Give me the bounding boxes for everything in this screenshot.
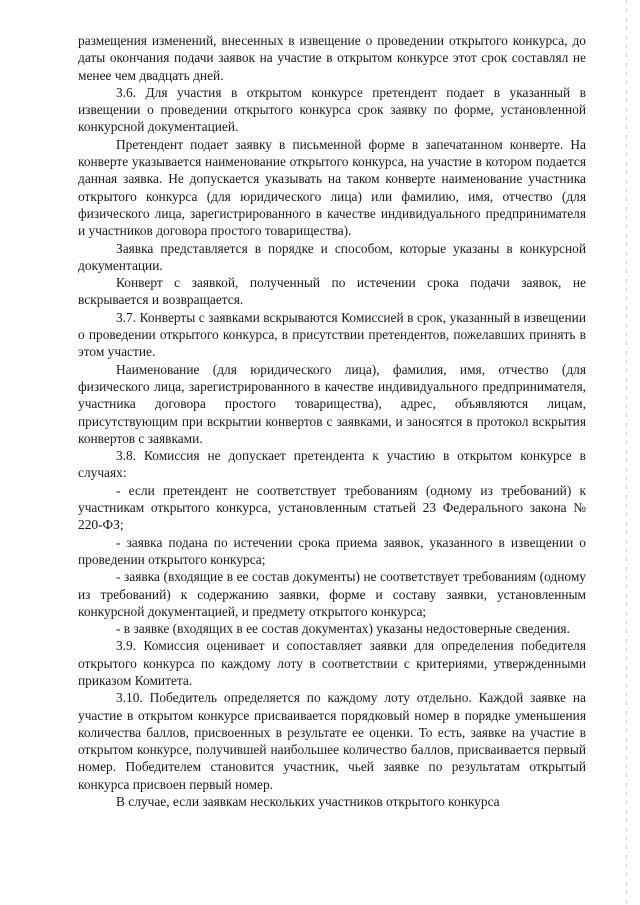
paragraph: Претендент подает заявку в письменной форме в запечатанном конверте. На конверте указывается наименование открытого конкурса, на участие в котором подается данная заявка. Не допускается указывать на таком конверте наименование участника открытого конкурса (для юридического лица) или фамилию, имя, отчество (для физического лица, зарегистрированного в качестве индивидуального предпринимателя и участников договора простого товарищества).: [78, 136, 586, 239]
paragraph-3-8: 3.8. Комиссия не допускает претендента к участию в открытом конкурсе в случаях:: [78, 448, 586, 481]
paragraph-3-7: 3.7. Конверты с заявками вскрываются Комиссией в срок, указанный в извещении о проведении открытого конкурса, в присутствии претендентов, пожелавших принять в этом участие.: [78, 309, 586, 360]
list-item: - заявка подана по истечении срока приема заявок, указанного в извещении о проведении открытого конкурса;: [78, 534, 586, 567]
scan-edge-mark: [626, 0, 627, 905]
paragraph: Наименование (для юридического лица), фамилия, имя, отчество (для физического лица, зарегистрированного в качестве индивидуального предпринимателя, участника договора простого товарищества), адрес, объявляются лицам, присутствующим при вскрытии конвертов с заявками, и заносятся в протокол вскрытия конвертов с заявками.: [78, 361, 586, 446]
list-item: - если претендент не соответствует требованиям (одному из требований) к участникам открытого конкурса, установленным статьей 23 Федерального закона № 220-ФЗ;: [78, 482, 586, 533]
paragraph: Конверт с заявкой, полученный по истечении срока подачи заявок, не вскрывается и возвращается.: [78, 275, 586, 308]
paragraph: размещения изменений, внесенных в извещение о проведении открытого конкурса, до даты окончания подачи заявок на участие в открытом конкурсе этот срок составлял не менее чем двадцать дней.: [78, 33, 586, 83]
list-item: - в заявке (входящих в ее состав документах) указаны недостоверные сведения.: [116, 621, 570, 637]
document-body: [78, 32, 586, 810]
list-item: - заявка (входящие в ее состав документы) не соответствует требованиям (одному из требований) к содержанию заявки, форме и составу заявки, установленным конкурсной документацией, и предмету открытого конкурса;: [78, 569, 586, 619]
paragraph: В случае, если заявкам нескольких участников открытого конкурса: [116, 794, 500, 810]
paragraph-3-9: 3.9. Комиссия оценивает и сопоставляет заявки для определения победителя открытого конкурса по каждому лоту в соответствии с критериями, утвержденными приказом Комитета.: [78, 638, 586, 688]
paragraph-3-10: 3.10. Победитель определяется по каждому лоту отдельно. Каждой заявке на участие в открытом конкурсе присваивается порядковый номер в порядке уменьшения количества баллов, присвоенных в результате ее оценки. То есть, заявке на участие в открытом конкурсе, получившей наибольшее количество баллов, присваивается первый номер. Победителем становится участник, чьей заявке по результатам открытый конкурса присвоен первый номер.: [78, 690, 586, 792]
paragraph: Заявка представляется в порядке и способом, которые указаны в конкурсной документации.: [78, 240, 586, 273]
paragraph-3-6: 3.6. Для участия в открытом конкурсе претендент подает в указанный в извещении о проведении открытого конкурса срок заявку по форме, установленной конкурсной документацией.: [78, 84, 586, 135]
